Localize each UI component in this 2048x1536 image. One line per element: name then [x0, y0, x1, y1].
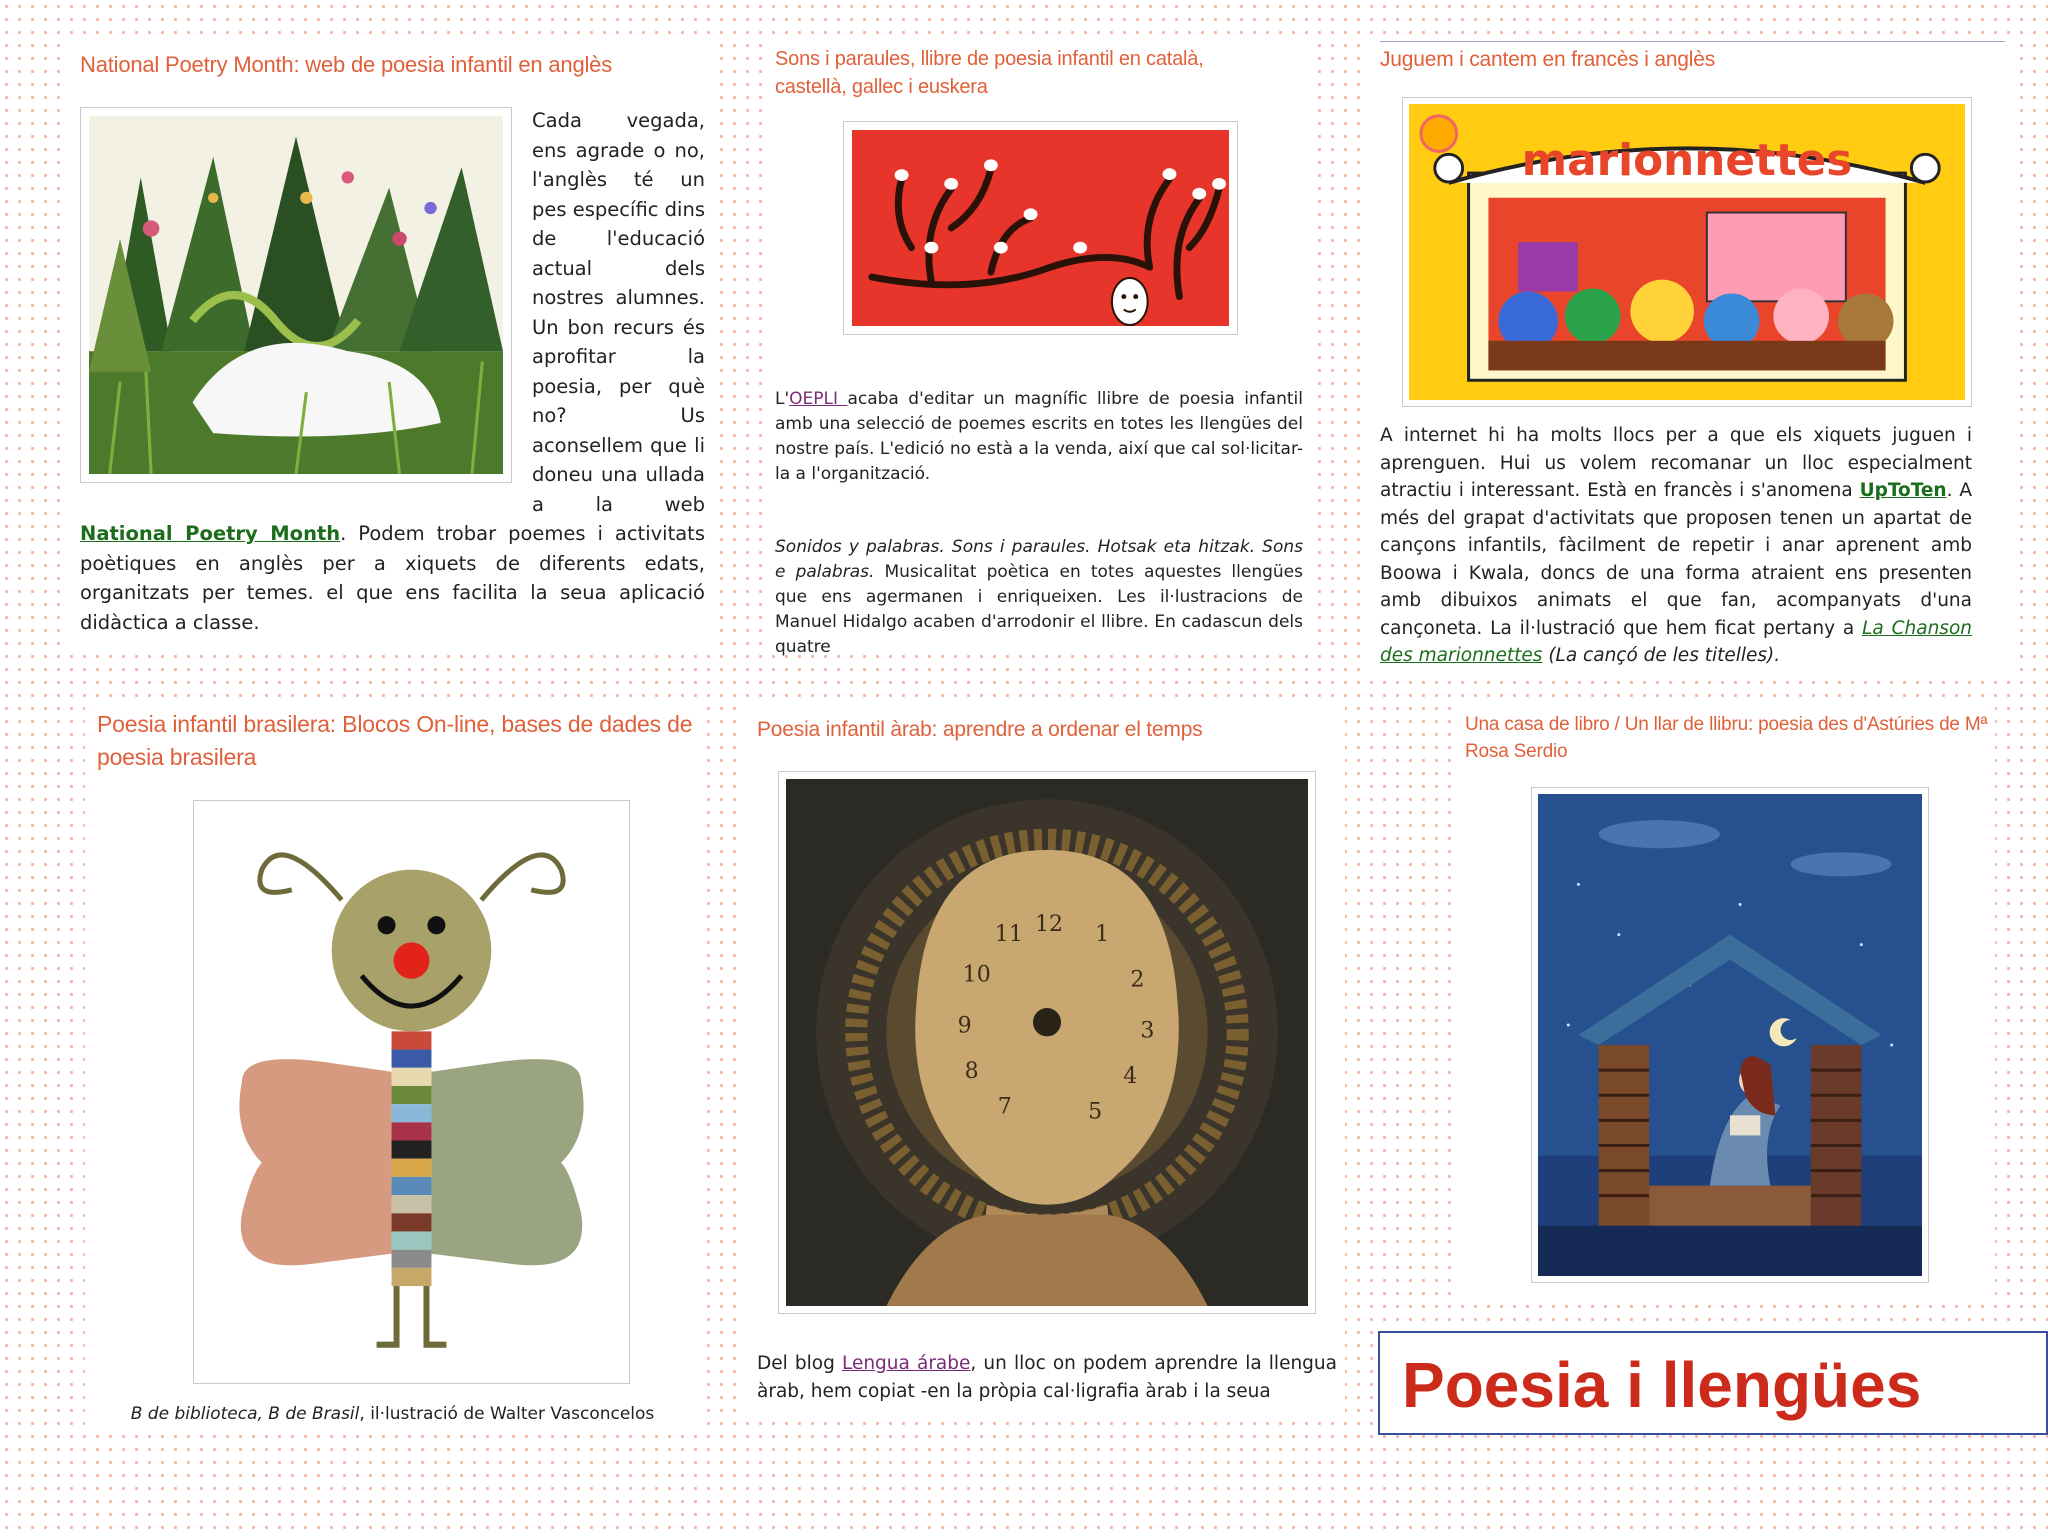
top-rule: [1380, 41, 2005, 42]
wrap-line: nostres alumnes.: [532, 286, 705, 309]
wrap-column: [532, 106, 705, 519]
panel-national-poetry-month: [70, 40, 710, 650]
wrap-line: de l'educació: [532, 227, 705, 250]
clock-number: 8: [964, 1057, 979, 1084]
caption-rest: , il·lustració de Walter Vasconcelos: [359, 1404, 655, 1424]
clock-number: 1: [1095, 921, 1110, 948]
panel-sons-i-paraules: [765, 35, 1315, 657]
clock-number: 11: [994, 921, 1023, 948]
marionnettes-text: marionnettes: [1521, 136, 1853, 187]
body-text: Del blog: [757, 1353, 842, 1374]
clock-number: 2: [1130, 966, 1145, 993]
panel-body: [1380, 422, 1972, 670]
wrap-line: a la web: [532, 492, 705, 516]
panel-title: Una casa de libro / Un llar de llibru: poesia des d'Astúries de Mª Rosa Serdio: [1465, 714, 1988, 762]
national-poetry-month-link[interactable]: National Poetry Month: [80, 522, 341, 545]
panel-title: Sons i paraules, llibre de poesia infantil en català, castellà, gallec i euskera: [775, 48, 1204, 98]
body-text: acaba d'editar un magnífic llibre de poesia infantil amb una selecció de poemes escrits en totes les llengües del nostre país. L'edició no està a la venda, així que cal sol·licitar-la a l'organització.: [775, 389, 1303, 484]
clock-number: 5: [1088, 1098, 1103, 1125]
clock-number: 10: [962, 961, 991, 988]
panel-casa-de-libro: [1455, 705, 1995, 1295]
wrap-line: aprofitar la: [532, 345, 705, 368]
panel-title: Poesia infantil àrab: aprendre a ordenar el temps: [757, 718, 1203, 741]
body-text: L': [775, 389, 790, 409]
clock-number: 9: [957, 1012, 972, 1039]
panel-title: Poesia infantil brasilera: Blocos On-line, bases de dades de poesia brasilera: [97, 711, 693, 770]
wrap-line: poesia, per què: [532, 374, 705, 398]
body-text: , un lloc on podem aprendre la llengua àrab, hem copiat -en la pròpia cal·ligrafia àrab i la seua: [757, 1353, 1337, 1402]
body-rest: . Podem trobar poemes i activitats poètiques en anglès per a xiquets de diferents edats, organitzats per temes. el que ens facilita la seua aplicació didàctica a classe.: [80, 522, 705, 634]
body-text: Musicalitat poètica en totes aquestes llengües que ens agermanen i enriqueixen. Les il·lustracions de Manuel Hidalgo acaben d'arrodonir el llibre. En cadascun dels quatre: [775, 562, 1303, 657]
wrap-line: Un bon recurs és: [532, 315, 705, 339]
slide-title-box: [1378, 1331, 2048, 1435]
marionnettes-illustration: [1402, 97, 1972, 407]
wrap-line: Cada vegada,: [532, 109, 705, 132]
clock-number: 4: [1123, 1062, 1138, 1090]
clock-number: 7: [997, 1093, 1012, 1120]
book-house-illustration: [1531, 787, 1929, 1283]
body-text-italic: (La cançó de les titelles).: [1542, 645, 1781, 666]
panel-body-1: [775, 387, 1303, 487]
italic-titles: Sonidos y palabras. Sons i paraules. Hotsak eta hitzak. Sons e palabras.: [775, 537, 1303, 582]
chanson-link[interactable]: La Chanson des marionnettes: [1380, 617, 1972, 666]
jungle-illustration: [80, 107, 512, 483]
oepli-link[interactable]: OEPLI: [789, 389, 848, 409]
wrap-line: doneu una ullada: [532, 463, 705, 486]
panel-juguem-i-cantem: [1370, 35, 2010, 675]
clock-number: 3: [1140, 1017, 1155, 1044]
wrap-line: no? Us: [532, 404, 705, 427]
uptoten-link[interactable]: UpToTen: [1859, 480, 1947, 501]
clock-face-illustration: [778, 771, 1316, 1314]
panel-body-2: [775, 535, 1303, 660]
clock-number: 12: [1034, 910, 1064, 938]
body-text: . A més del grapat d'activitats que proposen tenen un apartat de cançons infantils, fàcilment de repetir i anar aprenent amb Boowa i Kwala, doncs de una forma atraient ens presenten amb dibuixos animats el que fan, acompanyats d'una cançoneta. La il·lustració que hem ficat pertany a: [1380, 480, 1972, 639]
panel-poesia-brasilera: [85, 700, 700, 1430]
wrap-line: l'anglès té un: [532, 168, 705, 191]
image-caption: [85, 1402, 700, 1426]
bee-illustration: [193, 800, 630, 1384]
panel-poesia-arab: [745, 705, 1345, 1415]
panel-title: National Poetry Month: web de poesia infantil en anglès: [80, 52, 613, 77]
wrap-line: ens agrade o no,: [532, 138, 705, 162]
wrap-line: aconsellem que li: [532, 433, 705, 457]
birds-tree-illustration: [843, 121, 1238, 335]
slide-title: Poesia i llengües: [1402, 1349, 1922, 1421]
panel-body: [757, 1350, 1337, 1405]
wrap-line: actual dels: [532, 256, 705, 280]
panel-title: Juguem i cantem en francès i anglès: [1380, 48, 1716, 71]
panel-body: [80, 519, 705, 637]
lengua-arabe-link[interactable]: Lengua árabe: [841, 1353, 971, 1374]
body-text: A internet hi ha molts llocs per a que els xiquets juguen i aprenguen. Hui us volem recomanar un lloc especialment atractiu i interessant. Està en francès i s'anomena: [1380, 425, 1972, 501]
caption-italic: B de biblioteca, B de Brasil: [130, 1404, 360, 1424]
wrap-line: pes específic dins: [532, 197, 705, 221]
